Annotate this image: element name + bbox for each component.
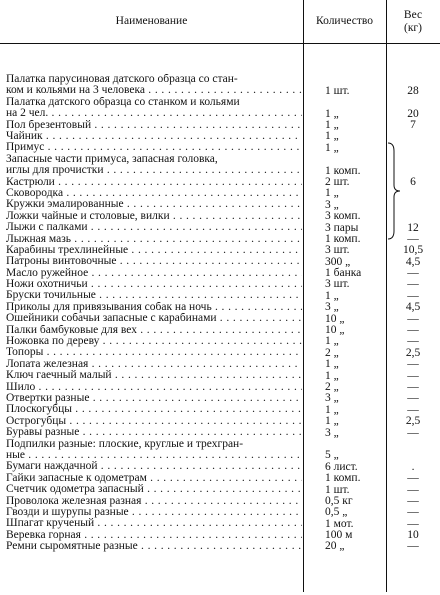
table-row bbox=[0, 131, 440, 142]
table-row bbox=[0, 496, 440, 507]
item-weight: — bbox=[407, 392, 419, 405]
item-weight: — bbox=[407, 324, 419, 337]
item-name: Лыжи с палками . . . bbox=[6, 222, 302, 233]
item-quantity: 1 „ bbox=[325, 415, 339, 428]
item-quantity: 6 лист. bbox=[325, 460, 358, 473]
item-weight: — bbox=[407, 278, 419, 291]
table-row bbox=[0, 222, 440, 233]
table-row bbox=[0, 325, 440, 336]
item-name: Чайник . . . bbox=[6, 131, 302, 142]
item-weight: 2,5 bbox=[405, 346, 421, 359]
item-name: Масло ружейное . . . bbox=[6, 268, 302, 279]
item-name: Топоры . . . bbox=[6, 347, 302, 358]
item-quantity: 20 „ bbox=[325, 540, 345, 553]
item-name: Плоскогубцы . . . bbox=[6, 404, 302, 415]
item-quantity: 1 шт. bbox=[325, 84, 350, 97]
item-name: Лопата железная . . . bbox=[6, 359, 302, 370]
item-quantity: 3 „ bbox=[325, 198, 339, 211]
item-weight: — bbox=[407, 358, 419, 371]
item-name: Ключ гаечный малый . . . bbox=[6, 370, 302, 381]
item-name: Ножовка по дереву . . . bbox=[6, 336, 302, 347]
table-row bbox=[0, 74, 440, 97]
item-quantity: 3 „ bbox=[325, 392, 339, 405]
item-quantity: 3 „ bbox=[325, 426, 339, 439]
item-quantity: 1 мот. bbox=[325, 517, 354, 530]
item-weight: 4,5 bbox=[405, 255, 421, 268]
table-row bbox=[0, 211, 440, 222]
item-name: Приколы для привязывания собак на ночь . . . bbox=[6, 302, 302, 313]
item-name: Лыжная мазь . . . bbox=[6, 234, 302, 245]
item-quantity: 1 „ bbox=[325, 187, 339, 200]
item-quantity: 1 шт. bbox=[325, 483, 350, 496]
item-weight: — bbox=[407, 232, 419, 245]
table-row bbox=[0, 290, 440, 301]
header-weight: Вес (кг) bbox=[386, 0, 440, 44]
item-name: Сковородка . . . bbox=[6, 188, 302, 199]
item-name: Буравы разные . . . bbox=[6, 427, 302, 438]
header-quantity: Количество bbox=[303, 0, 386, 44]
table-row bbox=[0, 302, 440, 313]
item-name: Карабины трехлинейные . . . bbox=[6, 245, 302, 256]
item-weight: 4,5 bbox=[405, 301, 421, 314]
item-quantity: 0,5 „ bbox=[325, 506, 348, 519]
item-name: Веревка горная . . . bbox=[6, 530, 302, 541]
table-row bbox=[0, 177, 440, 188]
item-quantity: 1 комп. bbox=[325, 164, 361, 177]
item-quantity: 1 „ bbox=[325, 335, 339, 348]
item-name: Палатка парусиновая датского образца со стан- ком и кольями на 3 человека . . . bbox=[6, 74, 302, 96]
table-row bbox=[0, 518, 440, 529]
item-quantity: 300 „ bbox=[325, 255, 351, 268]
item-weight: 10 bbox=[407, 529, 419, 542]
table-row bbox=[0, 120, 440, 131]
item-quantity: 2 „ bbox=[325, 346, 339, 359]
item-name: Бумаги наждачной . . . bbox=[6, 461, 302, 472]
item-weight: 6 bbox=[410, 175, 416, 188]
item-weight: — bbox=[407, 267, 419, 280]
item-weight: 28 bbox=[407, 84, 419, 97]
header-name: Наименование bbox=[0, 0, 303, 44]
item-quantity: 1 „ bbox=[325, 369, 339, 382]
table-row bbox=[0, 473, 440, 484]
table-row bbox=[0, 427, 440, 438]
item-quantity: 3 шт. bbox=[325, 278, 350, 291]
item-quantity: 100 м bbox=[325, 529, 353, 542]
table-row bbox=[0, 154, 440, 177]
item-name: Отвертки разные . . . bbox=[6, 393, 302, 404]
item-weight: — bbox=[407, 494, 419, 507]
table-row bbox=[0, 347, 440, 358]
item-quantity: 1 комп. bbox=[325, 232, 361, 245]
item-quantity: 1 банка bbox=[325, 267, 362, 280]
table-row bbox=[0, 541, 440, 552]
table-row bbox=[0, 199, 440, 210]
item-weight: — bbox=[407, 540, 419, 553]
item-name: Ошейники собачьи запасные с карабинами . . . bbox=[6, 313, 302, 324]
item-weight: — bbox=[407, 403, 419, 416]
item-quantity: 5 „ bbox=[325, 449, 339, 462]
item-weight: — bbox=[407, 312, 419, 325]
item-name: Запасные части примуса, запасная головка, иглы для прочистки . . . bbox=[6, 154, 302, 176]
table-row bbox=[0, 268, 440, 279]
table-row bbox=[0, 507, 440, 518]
item-quantity: 1 „ bbox=[325, 358, 339, 371]
table-row bbox=[0, 439, 440, 462]
item-name: Бруски точильные . . . bbox=[6, 290, 302, 301]
table-row bbox=[0, 142, 440, 153]
item-name: Патроны винтовочные . . . bbox=[6, 256, 302, 267]
item-quantity: 1 „ bbox=[325, 403, 339, 416]
item-weight: 10,5 bbox=[402, 244, 424, 257]
table-row bbox=[0, 256, 440, 267]
table-row bbox=[0, 393, 440, 404]
table-row bbox=[0, 382, 440, 393]
item-name: Палатка датского образца со станком и кольями на 2 чел. . . . bbox=[6, 97, 302, 119]
table-row bbox=[0, 530, 440, 541]
item-quantity: 10 „ bbox=[325, 324, 345, 337]
item-weight: — bbox=[407, 506, 419, 519]
table-row bbox=[0, 404, 440, 415]
item-weight: — bbox=[407, 380, 419, 393]
table-row bbox=[0, 370, 440, 381]
item-name: Счетчик одометра запасный . . . bbox=[6, 484, 302, 495]
item-quantity: 1 „ bbox=[325, 107, 339, 120]
item-name: Гвозди и шурупы разные . . . bbox=[6, 507, 302, 518]
item-quantity: 1 комп. bbox=[325, 472, 361, 485]
item-weight: 2,5 bbox=[405, 415, 421, 428]
item-weight: — bbox=[407, 369, 419, 382]
item-quantity: 10 „ bbox=[325, 312, 345, 325]
table-body bbox=[0, 74, 440, 552]
item-quantity: 1 „ bbox=[325, 289, 339, 302]
item-weight: — bbox=[407, 289, 419, 302]
item-quantity: 2 шт. bbox=[325, 175, 350, 188]
table-row bbox=[0, 245, 440, 256]
item-quantity: 1 „ bbox=[325, 130, 339, 143]
item-name: Примус . . . bbox=[6, 142, 302, 153]
item-weight: 12 bbox=[407, 221, 419, 234]
table-row bbox=[0, 279, 440, 290]
table-row bbox=[0, 484, 440, 495]
item-quantity: 3 комп. bbox=[325, 210, 361, 223]
item-weight: — bbox=[407, 472, 419, 485]
item-weight: . bbox=[411, 460, 415, 473]
table-row bbox=[0, 97, 440, 120]
item-name: Острогубцы . . . bbox=[6, 416, 302, 427]
item-quantity: 0,5 кг bbox=[325, 494, 353, 507]
table-row bbox=[0, 313, 440, 324]
item-weight: 20 bbox=[407, 107, 419, 120]
table-row bbox=[0, 188, 440, 199]
item-name: Шпагат крученый . . . bbox=[6, 518, 302, 529]
item-quantity: 3 пары bbox=[325, 221, 359, 234]
item-name: Кастрюли . . . bbox=[6, 177, 302, 188]
item-name: Подпилки разные: плоские, круглые и трехгран- ные . . . bbox=[6, 439, 302, 461]
item-name: Ложки чайные и столовые, вилки . . . bbox=[6, 211, 302, 222]
item-weight: — bbox=[407, 517, 419, 530]
item-quantity: 1 „ bbox=[325, 118, 339, 131]
item-name: Пол брезентовый . . . bbox=[6, 120, 302, 131]
item-quantity: 3 шт. bbox=[325, 244, 350, 257]
item-name: Гайки запасные к одометрам . . . bbox=[6, 473, 302, 484]
table-row bbox=[0, 461, 440, 472]
table-row bbox=[0, 234, 440, 245]
item-weight: — bbox=[407, 426, 419, 439]
item-name: Кружки эмалированные . . . bbox=[6, 199, 302, 210]
item-name: Проволока железная разная . . . bbox=[6, 496, 302, 507]
table-row bbox=[0, 416, 440, 427]
item-quantity: 3 „ bbox=[325, 301, 339, 314]
item-weight: — bbox=[407, 483, 419, 496]
item-quantity: 2 „ bbox=[325, 380, 339, 393]
item-name: Ремни сыромятные разные . . . bbox=[6, 541, 302, 552]
item-weight: — bbox=[407, 335, 419, 348]
item-name: Шило . . . bbox=[6, 382, 302, 393]
item-name: Палки бамбуковые для вех . . . bbox=[6, 325, 302, 336]
table-row bbox=[0, 336, 440, 347]
item-quantity: 1 „ bbox=[325, 141, 339, 154]
table-row bbox=[0, 359, 440, 370]
item-name: Ножи охотничьи . . . bbox=[6, 279, 302, 290]
item-weight: 7 bbox=[410, 118, 416, 131]
